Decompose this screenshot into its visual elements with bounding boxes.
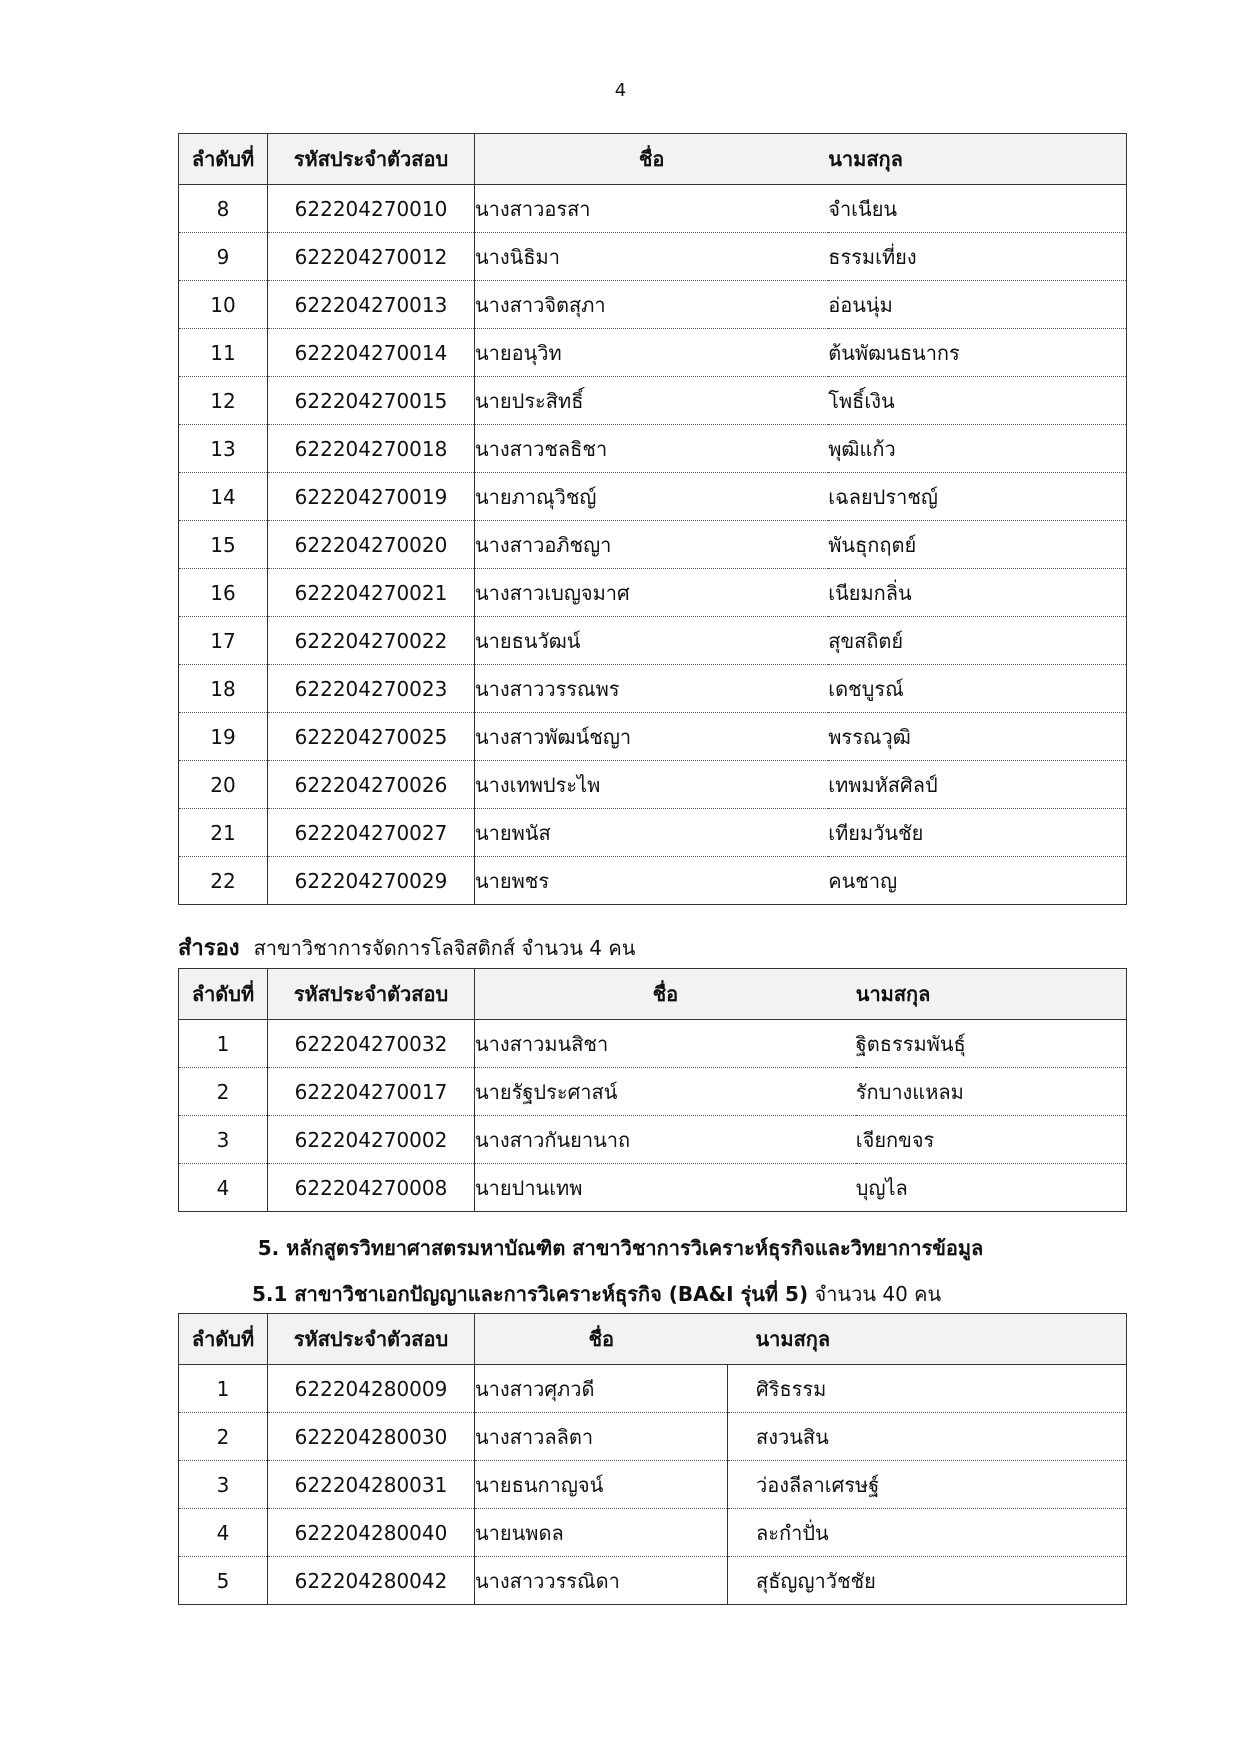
cell-last-name: สุธัญญาวัชชัย: [728, 1557, 1127, 1605]
cell-first-name: นายธนกาญจน์: [475, 1461, 728, 1509]
cell-first-name: นางสาวชลธิชา: [475, 425, 829, 473]
table-row: [179, 857, 1127, 905]
cell-exam-id: 622204280040: [268, 1509, 475, 1557]
cell-first-name: นางสาวอรสา: [475, 185, 829, 233]
cell-seq: 10: [179, 281, 268, 329]
subsection-heading: [252, 1278, 941, 1310]
table-row: [179, 1020, 1127, 1068]
cell-first-name: นางสาวกันยานาถ: [475, 1116, 856, 1164]
subsection-heading-bold: 5.1 สาขาวิชาเอกปัญญาและการวิเคราะห์ธุรกิจ (BA&I รุ่นที่ 5): [252, 1282, 809, 1306]
cell-last-name: พรรณวุฒิ: [828, 713, 1126, 761]
cell-exam-id: 622204270010: [268, 185, 475, 233]
table-row: [179, 1164, 1127, 1212]
table-row: [179, 1461, 1127, 1509]
cell-seq: 14: [179, 473, 268, 521]
header-seq: ลำดับที่: [179, 134, 268, 185]
cell-first-name: นายอนุวิท: [475, 329, 829, 377]
cell-first-name: นายนพดล: [475, 1509, 728, 1557]
cell-exam-id: 622204270020: [268, 521, 475, 569]
header-seq: ลำดับที่: [179, 1314, 268, 1365]
cell-seq: 19: [179, 713, 268, 761]
header-last-name: นามสกุล: [828, 134, 1126, 185]
cell-last-name: ต้นพัฒนธนากร: [828, 329, 1126, 377]
page-number: 4: [614, 80, 627, 101]
cell-last-name: รักบางแหลม: [856, 1068, 1127, 1116]
cell-exam-id: 622204270025: [268, 713, 475, 761]
results-table-3: [178, 1313, 1127, 1605]
table-row: [179, 665, 1127, 713]
cell-seq: 8: [179, 185, 268, 233]
table-row: [179, 185, 1127, 233]
cell-exam-id: 622204280030: [268, 1413, 475, 1461]
cell-first-name: นางสาวเบญจมาศ: [475, 569, 829, 617]
cell-exam-id: 622204270008: [268, 1164, 475, 1212]
cell-seq: 22: [179, 857, 268, 905]
cell-seq: 2: [179, 1068, 268, 1116]
table-row: [179, 329, 1127, 377]
cell-first-name: นายปานเทพ: [475, 1164, 856, 1212]
table-row: [179, 1365, 1127, 1413]
table-header-row: [179, 969, 1127, 1020]
table-row: [179, 713, 1127, 761]
cell-seq: 11: [179, 329, 268, 377]
header-last-name: นามสกุล: [728, 1314, 1127, 1365]
table-row: [179, 233, 1127, 281]
table-row: [179, 1509, 1127, 1557]
reserve-label: สำรอง: [178, 936, 240, 961]
header-seq: ลำดับที่: [179, 969, 268, 1020]
cell-exam-id: 622204270012: [268, 233, 475, 281]
header-first-name: ชื่อ: [475, 1314, 728, 1365]
table-row: [179, 425, 1127, 473]
cell-exam-id: 622204270029: [268, 857, 475, 905]
cell-seq: 4: [179, 1164, 268, 1212]
table-row: [179, 809, 1127, 857]
cell-exam-id: 622204270032: [268, 1020, 475, 1068]
cell-last-name: จำเนียน: [828, 185, 1126, 233]
table-row: [179, 473, 1127, 521]
cell-seq: 2: [179, 1413, 268, 1461]
cell-seq: 20: [179, 761, 268, 809]
cell-first-name: นางนิธิมา: [475, 233, 829, 281]
subsection-heading-count: จำนวน 40 คน: [814, 1282, 942, 1306]
cell-first-name: นางสาวพัฒน์ชญา: [475, 713, 829, 761]
cell-first-name: นางสาววรรณพร: [475, 665, 829, 713]
cell-exam-id: 622204270019: [268, 473, 475, 521]
header-first-name: ชื่อ: [475, 969, 856, 1020]
cell-last-name: โพธิ์เงิน: [828, 377, 1126, 425]
cell-first-name: นางสาวลลิตา: [475, 1413, 728, 1461]
cell-seq: 17: [179, 617, 268, 665]
results-table-2-reserve: [178, 968, 1127, 1212]
cell-exam-id: 622204270027: [268, 809, 475, 857]
cell-last-name: ศิริธรรม: [728, 1365, 1127, 1413]
cell-exam-id: 622204280031: [268, 1461, 475, 1509]
cell-seq: 3: [179, 1116, 268, 1164]
cell-first-name: นายประสิทธิ์: [475, 377, 829, 425]
table-header-row: [179, 1314, 1127, 1365]
cell-first-name: นายพชร: [475, 857, 829, 905]
cell-exam-id: 622204270013: [268, 281, 475, 329]
cell-exam-id: 622204280009: [268, 1365, 475, 1413]
cell-first-name: นางเทพประไพ: [475, 761, 829, 809]
reserve-line: [178, 930, 635, 965]
cell-first-name: นายรัฐประศาสน์: [475, 1068, 856, 1116]
cell-first-name: นางสาวมนสิชา: [475, 1020, 856, 1068]
cell-exam-id: 622204280042: [268, 1557, 475, 1605]
cell-exam-id: 622204270026: [268, 761, 475, 809]
cell-exam-id: 622204270022: [268, 617, 475, 665]
cell-last-name: พันธุกฤตย์: [828, 521, 1126, 569]
cell-exam-id: 622204270015: [268, 377, 475, 425]
cell-last-name: คนชาญ: [828, 857, 1126, 905]
cell-last-name: สุขสถิตย์: [828, 617, 1126, 665]
table-row: [179, 1116, 1127, 1164]
results-table-1: [178, 133, 1127, 905]
cell-last-name: บุญไล: [856, 1164, 1127, 1212]
cell-last-name: เทพมหัสศิลป์: [828, 761, 1126, 809]
cell-exam-id: 622204270002: [268, 1116, 475, 1164]
cell-last-name: เดชบูรณ์: [828, 665, 1126, 713]
cell-first-name: นางสาววรรณิดา: [475, 1557, 728, 1605]
cell-first-name: นายภาณุวิชญ์: [475, 473, 829, 521]
cell-exam-id: 622204270023: [268, 665, 475, 713]
cell-seq: 5: [179, 1557, 268, 1605]
cell-seq: 12: [179, 377, 268, 425]
table-row: [179, 569, 1127, 617]
cell-first-name: นายพนัส: [475, 809, 829, 857]
header-last-name: นามสกุล: [856, 969, 1127, 1020]
header-first-name: ชื่อ: [475, 134, 829, 185]
reserve-text: สาขาวิชาการจัดการโลจิสติกส์ จำนวน 4 คน: [253, 936, 636, 960]
cell-last-name: ว่องลีลาเศรษฐ์: [728, 1461, 1127, 1509]
cell-last-name: พุฒิแก้ว: [828, 425, 1126, 473]
section-heading: 5. หลักสูตรวิทยาศาสตรมหาบัณฑิต สาขาวิชาการวิเคราะห์ธุรกิจและวิทยาการข้อมูล: [257, 1236, 984, 1260]
cell-first-name: นางสาวอภิชญา: [475, 521, 829, 569]
header-exam-id: รหัสประจำตัวสอบ: [268, 134, 475, 185]
cell-last-name: ละกำปั่น: [728, 1509, 1127, 1557]
cell-exam-id: 622204270017: [268, 1068, 475, 1116]
cell-seq: 1: [179, 1020, 268, 1068]
table-row: [179, 1557, 1127, 1605]
cell-last-name: เนียมกลิ่น: [828, 569, 1126, 617]
cell-seq: 1: [179, 1365, 268, 1413]
cell-last-name: เฉลยปราชญ์: [828, 473, 1126, 521]
cell-last-name: ฐิตธรรมพันธุ์: [856, 1020, 1127, 1068]
header-exam-id: รหัสประจำตัวสอบ: [268, 1314, 475, 1365]
header-exam-id: รหัสประจำตัวสอบ: [268, 969, 475, 1020]
cell-seq: 15: [179, 521, 268, 569]
table-row: [179, 617, 1127, 665]
table-header-row: [179, 134, 1127, 185]
cell-last-name: เจียกขจร: [856, 1116, 1127, 1164]
cell-first-name: นางสาวจิตสุภา: [475, 281, 829, 329]
cell-exam-id: 622204270014: [268, 329, 475, 377]
table-row: [179, 1413, 1127, 1461]
table-row: [179, 521, 1127, 569]
cell-seq: 3: [179, 1461, 268, 1509]
cell-last-name: สงวนสิน: [728, 1413, 1127, 1461]
cell-last-name: เทียมวันชัย: [828, 809, 1126, 857]
cell-seq: 13: [179, 425, 268, 473]
table-row: [179, 377, 1127, 425]
cell-last-name: ธรรมเที่ยง: [828, 233, 1126, 281]
cell-seq: 9: [179, 233, 268, 281]
cell-seq: 4: [179, 1509, 268, 1557]
cell-exam-id: 622204270021: [268, 569, 475, 617]
cell-exam-id: 622204270018: [268, 425, 475, 473]
cell-first-name: นางสาวศุภวดี: [475, 1365, 728, 1413]
table-row: [179, 761, 1127, 809]
cell-seq: 18: [179, 665, 268, 713]
table-row: [179, 1068, 1127, 1116]
cell-first-name: นายธนวัฒน์: [475, 617, 829, 665]
table-row: [179, 281, 1127, 329]
cell-last-name: อ่อนนุ่ม: [828, 281, 1126, 329]
cell-seq: 16: [179, 569, 268, 617]
cell-seq: 21: [179, 809, 268, 857]
